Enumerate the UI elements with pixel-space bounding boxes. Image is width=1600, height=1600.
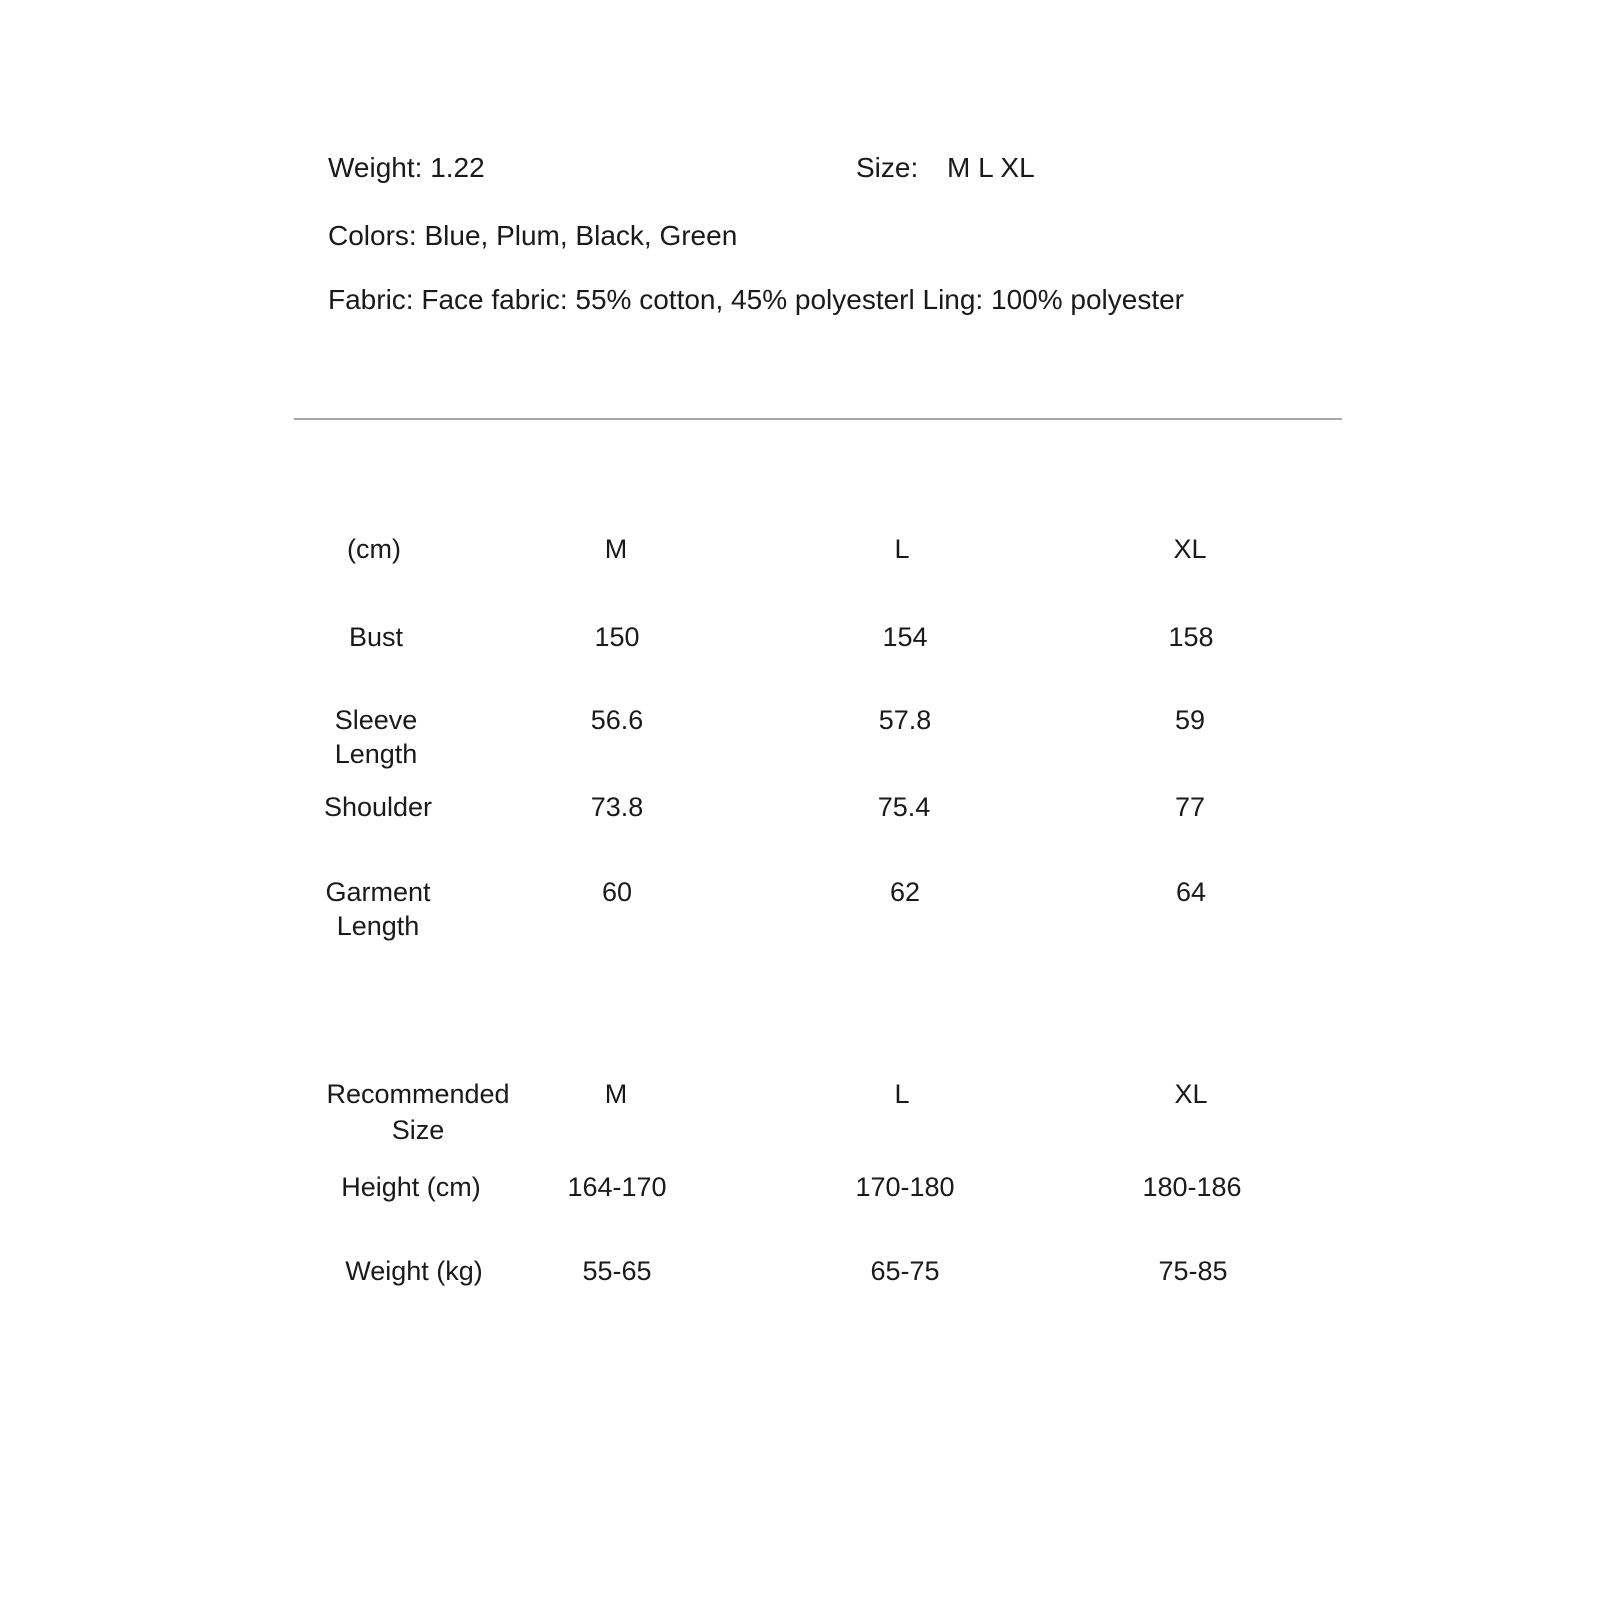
sleeve-m: 56.6 <box>590 705 644 735</box>
row-label-shoulder: Shoulder <box>323 792 433 822</box>
size-label: Size: <box>856 152 919 183</box>
weight-xl: 75-85 <box>1158 1256 1228 1286</box>
row-label-garment-line2: Length <box>336 911 420 941</box>
row-label-bust: Bust <box>348 622 404 652</box>
weight-l: 65-75 <box>870 1256 940 1286</box>
shoulder-m: 73.8 <box>590 792 644 822</box>
sleeve-l: 57.8 <box>878 705 932 735</box>
sleeve-xl: 59 <box>1174 705 1206 735</box>
recommended-header-line2: Size <box>391 1115 445 1145</box>
table-header-xl: XL <box>1173 534 1207 564</box>
table-header-l: L <box>894 534 910 564</box>
row-label-weight: Weight (kg) <box>345 1256 483 1286</box>
colors-spec: Colors: Blue, Plum, Black, Green <box>328 220 738 251</box>
garment-l: 62 <box>889 877 921 907</box>
weight-m: 55-65 <box>582 1256 652 1286</box>
fabric-spec: Fabric: Face fabric: 55% cotton, 45% polyesterl Ling: 100% polyester <box>328 284 1184 315</box>
bust-xl: 158 <box>1168 622 1214 652</box>
garment-m: 60 <box>601 877 633 907</box>
table-header-unit: (cm) <box>347 534 401 564</box>
recommended-size-xl: XL <box>1174 1079 1208 1109</box>
height-l: 170-180 <box>855 1172 955 1202</box>
height-xl: 180-186 <box>1142 1172 1242 1202</box>
table-header-m: M <box>604 534 628 564</box>
row-label-garment-line1: Garment <box>325 877 431 907</box>
row-label-sleeve-line1: Sleeve <box>334 705 418 735</box>
bust-l: 154 <box>882 622 928 652</box>
recommended-size-l: L <box>894 1079 910 1109</box>
shoulder-l: 75.4 <box>877 792 931 822</box>
recommended-size-m: M <box>604 1079 628 1109</box>
section-divider <box>294 418 1342 420</box>
garment-xl: 64 <box>1175 877 1207 907</box>
weight-spec: Weight: 1.22 <box>328 152 485 183</box>
recommended-header-line1: Recommended <box>326 1079 510 1109</box>
shoulder-xl: 77 <box>1174 792 1206 822</box>
height-m: 164-170 <box>567 1172 667 1202</box>
row-label-height: Height (cm) <box>341 1172 481 1202</box>
bust-m: 150 <box>594 622 640 652</box>
size-values: M L XL <box>947 152 1035 183</box>
row-label-sleeve-line2: Length <box>334 739 418 769</box>
